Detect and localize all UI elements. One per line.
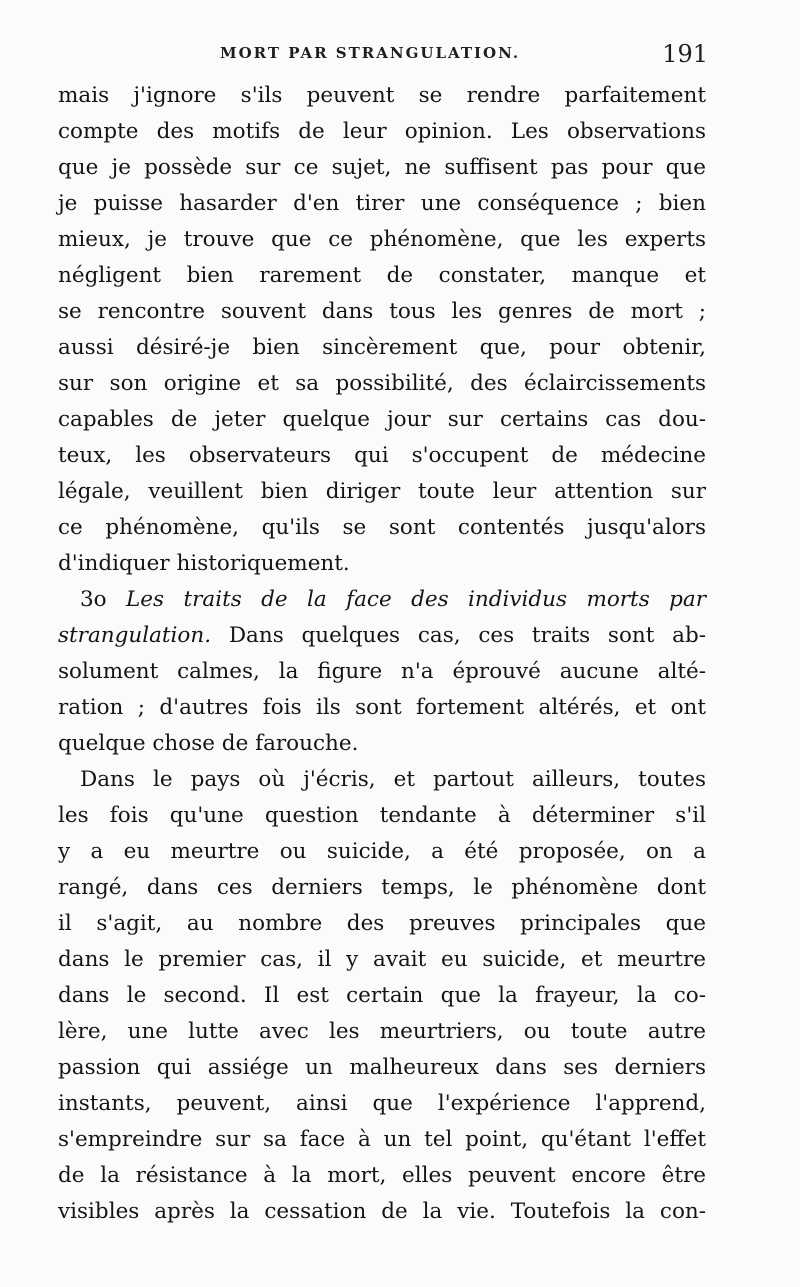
text-line: teux, les observateurs qui s'occupent de médecine xyxy=(58,443,706,468)
text-line: Dans le pays où j'écris, et partout ailleurs, toutes xyxy=(80,767,706,792)
text-line: de la résistance à la mort, elles peuvent encore être xyxy=(58,1163,706,1188)
text-line: négligent bien rarement de constater, manque et xyxy=(58,263,706,288)
text-line: dans le second. Il est certain que la frayeur, la co- xyxy=(58,983,706,1008)
page-header xyxy=(60,40,708,70)
body-text xyxy=(58,78,706,1230)
page-number: 191 xyxy=(662,40,708,68)
section-heading-italic-end: strangulation. xyxy=(58,623,212,648)
text-line: il s'agit, au nombre des preuves principales que xyxy=(58,911,706,936)
text-line: quelque chose de farouche. xyxy=(58,731,359,756)
text-line: rangé, dans ces derniers temps, le phénomène dont xyxy=(58,875,706,900)
text-line: ration ; d'autres fois ils sont fortement altérés, et ont xyxy=(58,695,706,720)
text-line: instants, peuvent, ainsi que l'expérience l'apprend, xyxy=(58,1091,706,1116)
text-line: se rencontre souvent dans tous les genres de mort ; xyxy=(58,299,706,324)
text-line: s'empreindre sur sa face à un tel point, qu'étant l'effet xyxy=(58,1127,706,1152)
section-3-line-2 xyxy=(58,618,706,654)
text-line: aussi désiré-je bien sincèrement que, pour obtenir, xyxy=(58,335,706,360)
text-line: que je possède sur ce sujet, ne suffisent pas pour que xyxy=(58,155,706,180)
text-line: solument calmes, la figure n'a éprouvé aucune alté- xyxy=(58,659,706,684)
text-line: mais j'ignore s'ils peuvent se rendre parfaitement xyxy=(58,83,706,108)
text-line: capables de jeter quelque jour sur certains cas dou- xyxy=(58,407,706,432)
text-line: passion qui assiége un malheureux dans ses derniers xyxy=(58,1055,706,1080)
text-line: ce phénomène, qu'ils se sont contentés jusqu'alors xyxy=(58,515,706,540)
section-text: Dans quelques cas, ces traits sont ab- xyxy=(211,623,706,648)
text-line: d'indiquer historiquement. xyxy=(58,551,350,576)
text-line: y a eu meurtre ou suicide, a été proposée, on a xyxy=(58,839,706,864)
text-line: les fois qu'une question tendante à déterminer s'il xyxy=(58,803,706,828)
text-line: compte des motifs de leur opinion. Les observations xyxy=(58,119,706,144)
text-line: dans le premier cas, il y avait eu suicide, et meurtre xyxy=(58,947,706,972)
text-line: je puisse hasarder d'en tirer une conséquence ; bien xyxy=(58,191,706,216)
section-number: 3o xyxy=(80,587,107,612)
running-title: MORT PAR STRANGULATION. xyxy=(220,44,521,62)
text-line: mieux, je trouve que ce phénomène, que les experts xyxy=(58,227,706,252)
text-line: lère, une lutte avec les meurtriers, ou toute autre xyxy=(58,1019,706,1044)
text-line: sur son origine et sa possibilité, des éclaircissements xyxy=(58,371,706,396)
text-line: visibles après la cessation de la vie. Toutefois la con- xyxy=(58,1199,706,1224)
text-line: légale, veuillent bien diriger toute leur attention sur xyxy=(58,479,706,504)
section-3-line xyxy=(58,582,706,618)
section-heading-italic: Les traits de la face des individus morts par xyxy=(126,587,706,612)
